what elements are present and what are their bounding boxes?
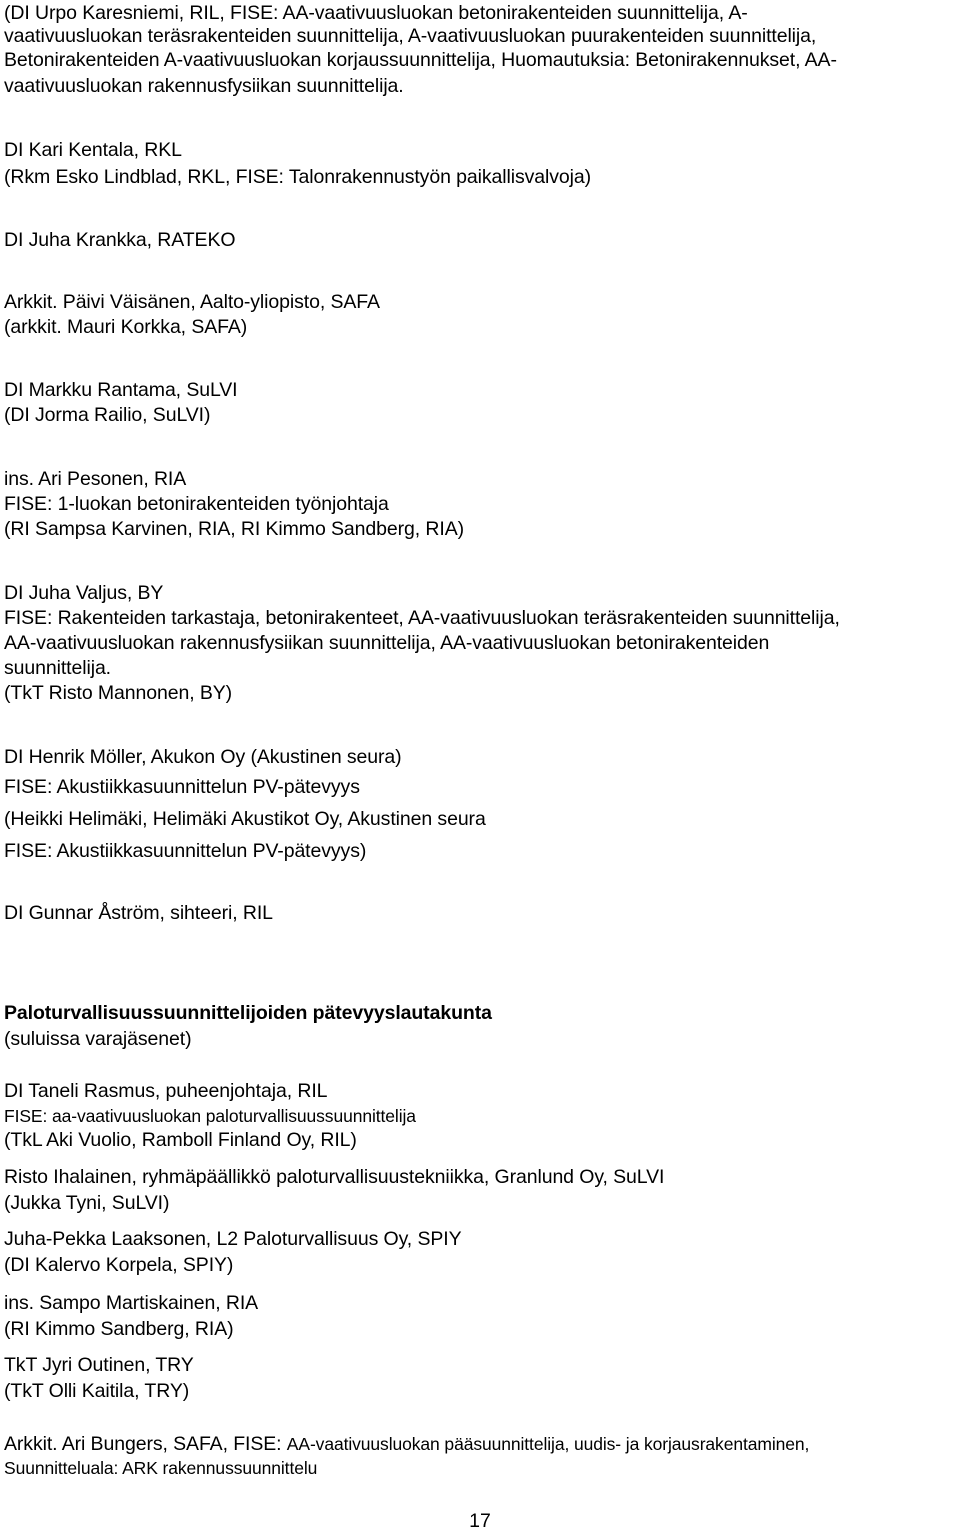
- deputy-member: (arkkit. Mauri Korkka, SAFA): [4, 316, 248, 338]
- deputy-member: (Heikki Helimäki, Helimäki Akustikot Oy, Akustinen seura: [4, 808, 486, 830]
- qualification-line: AA-vaativuusluokan rakennusfysiikan suunnittelija, AA-vaativuusluokan betonirakenteiden: [4, 632, 770, 654]
- text-line: vaativuusluokan teräsrakenteiden suunnittelija, A-vaativuusluokan puurakenteiden suunnittelija,: [4, 25, 817, 47]
- qualification-line: FISE: aa-vaativuusluokan paloturvallisuussuunnittelija: [4, 1106, 416, 1126]
- committee-member: DI Taneli Rasmus, puheenjohtaja, RIL: [4, 1080, 328, 1102]
- text-line: Betonirakenteiden A-vaativuusluokan korjaussuunnittelija, Huomautuksia: Betonirakennukset, AA-: [4, 49, 837, 71]
- qualification-line: FISE: Akustiikkasuunnittelun PV-pätevyys: [4, 776, 360, 798]
- qualification-line: FISE: Akustiikkasuunnittelun PV-pätevyys): [4, 840, 367, 862]
- member-name: Arkkit. Ari Bungers, SAFA, FISE:: [4, 1433, 287, 1455]
- deputy-member: (TkL Aki Vuolio, Ramboll Finland Oy, RIL): [4, 1129, 357, 1151]
- qualification-line: FISE: 1-luokan betonirakenteiden työnjohtaja: [4, 493, 389, 515]
- deputy-member: (TkT Olli Kaitila, TRY): [4, 1380, 190, 1402]
- deputy-member: (Jukka Tyni, SuLVI): [4, 1192, 170, 1214]
- committee-member: DI Juha Krankka, RATEKO: [4, 229, 236, 251]
- qualification-line: FISE: Rakenteiden tarkastaja, betonirakenteet, AA-vaativuusluokan teräsrakenteiden suunnittelija,: [4, 607, 840, 629]
- page-number: 17: [469, 1510, 491, 1532]
- section-subheading: (suluissa varajäsenet): [4, 1028, 192, 1050]
- committee-member: Juha-Pekka Laaksonen, L2 Paloturvallisuus Oy, SPIY: [4, 1228, 462, 1250]
- committee-member: DI Henrik Möller, Akukon Oy (Akustinen seura): [4, 746, 402, 768]
- committee-member: DI Markku Rantama, SuLVI: [4, 379, 238, 401]
- qualification-text: AA-vaativuusluokan pääsuunnittelija, uudis- ja korjausrakentaminen,: [286, 1434, 810, 1454]
- section-heading: Paloturvallisuussuunnittelijoiden pätevyyslautakunta: [4, 1002, 492, 1024]
- committee-member: DI Juha Valjus, BY: [4, 582, 164, 604]
- committee-member: TkT Jyri Outinen, TRY: [4, 1354, 194, 1376]
- secretary-line: DI Gunnar Åström, sihteeri, RIL: [4, 902, 273, 924]
- committee-member: Risto Ihalainen, ryhmäpäällikkö paloturvallisuustekniikka, Granlund Oy, SuLVI: [4, 1166, 665, 1188]
- text-line: vaativuusluokan rakennusfysiikan suunnittelija.: [4, 75, 404, 97]
- deputy-member: (Rkm Esko Lindblad, RKL, FISE: Talonrakennustyön paikallisvalvoja): [4, 166, 591, 188]
- committee-member: ins. Ari Pesonen, RIA: [4, 468, 187, 490]
- deputy-member: (RI Kimmo Sandberg, RIA): [4, 1318, 234, 1340]
- text-line: (DI Urpo Karesniemi, RIL, FISE: AA-vaativuusluokan betonirakenteiden suunnittelija, A-: [4, 2, 748, 24]
- deputy-member: (DI Kalervo Korpela, SPIY): [4, 1254, 234, 1276]
- committee-member: DI Kari Kentala, RKL: [4, 139, 182, 161]
- committee-member: [4, 1431, 809, 1457]
- committee-member: Arkkit. Päivi Väisänen, Aalto-yliopisto, SAFA: [4, 291, 380, 313]
- qualification-line: Suunnitteluala: ARK rakennussuunnittelu: [4, 1458, 318, 1478]
- deputy-member: (DI Jorma Railio, SuLVI): [4, 404, 211, 426]
- qualification-line: suunnittelija.: [4, 657, 112, 679]
- committee-member: ins. Sampo Martiskainen, RIA: [4, 1292, 259, 1314]
- deputy-member: (TkT Risto Mannonen, BY): [4, 682, 233, 704]
- deputy-member: (RI Sampsa Karvinen, RIA, RI Kimmo Sandberg, RIA): [4, 518, 465, 540]
